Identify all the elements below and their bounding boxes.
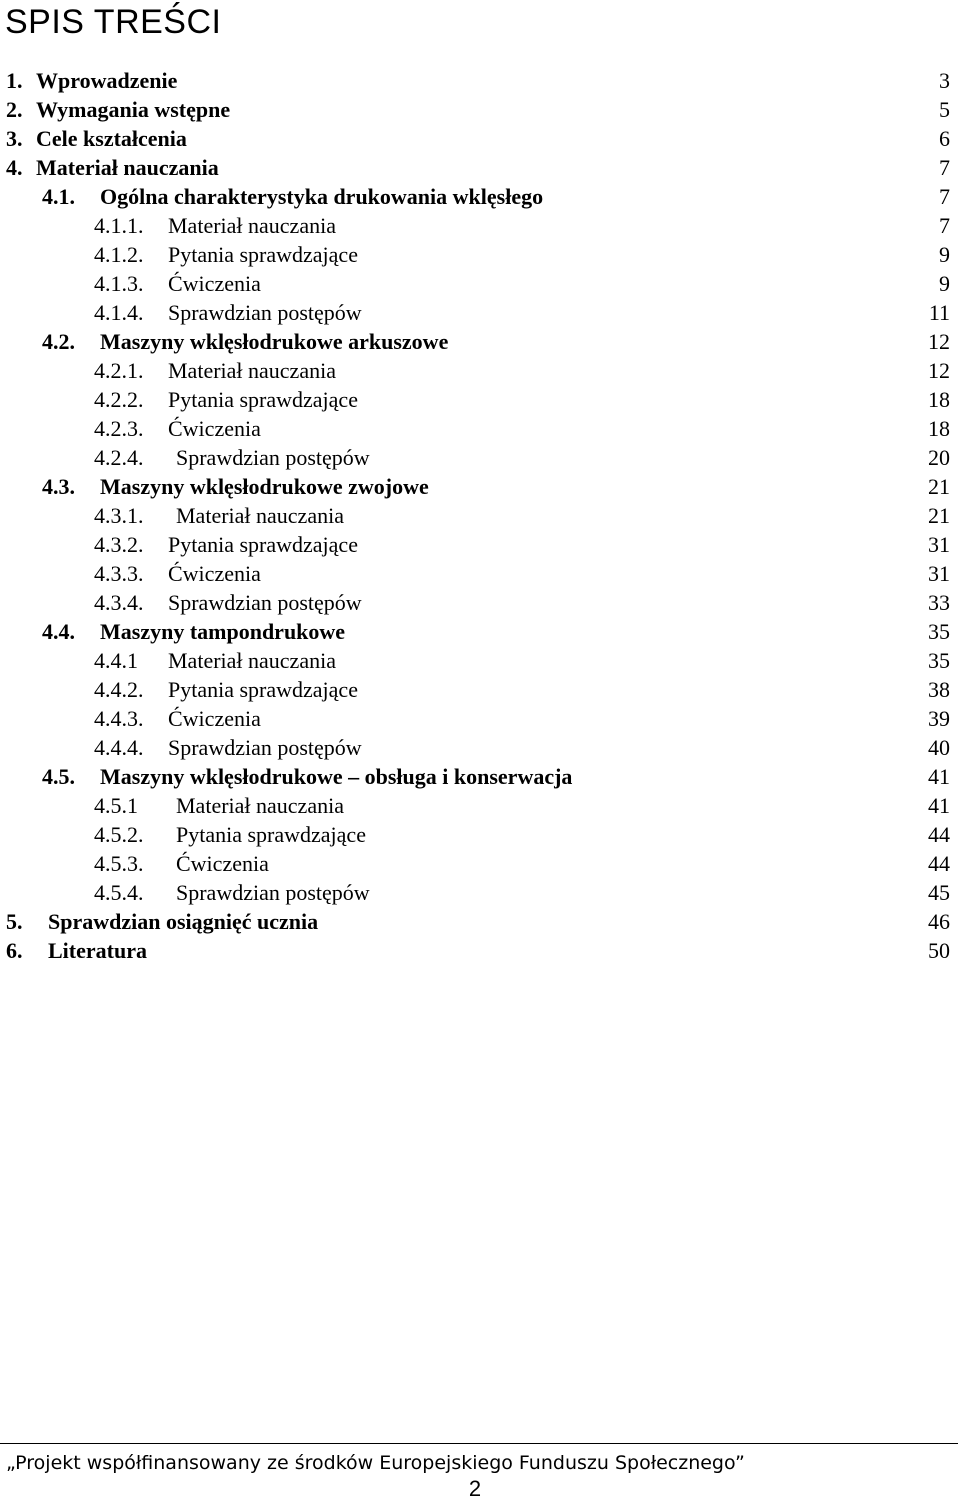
toc-entry-number: 4.4.3.	[94, 706, 144, 731]
toc-entry-title: Sprawdzian osiągnięć ucznia	[48, 909, 319, 934]
toc-entry-page: 9	[939, 271, 950, 296]
toc-entry-title: Pytania sprawdzające	[168, 387, 358, 412]
toc-entry-number: 4.4.2.	[94, 677, 144, 702]
toc-entry-page: 7	[939, 155, 950, 180]
toc-entry[interactable]	[0, 95, 960, 124]
toc-entry-number: 1.	[6, 68, 23, 93]
toc-entry-page: 44	[928, 822, 950, 847]
toc-entry-page: 12	[928, 329, 950, 354]
toc-entry-page: 20	[928, 445, 950, 470]
toc-entry-number: 2.	[6, 97, 23, 122]
toc-entry-title: Pytania sprawdzające	[168, 242, 358, 267]
toc-entry-title: Pytania sprawdzające	[168, 677, 358, 702]
toc-entry-page: 18	[928, 387, 950, 412]
toc-entry-title: Wprowadzenie	[36, 68, 178, 93]
toc-entry-page: 38	[928, 677, 950, 702]
toc-entry-number: 5.	[6, 909, 23, 934]
toc-entry[interactable]	[0, 443, 960, 472]
toc-entry[interactable]	[0, 327, 960, 356]
toc-entry[interactable]	[0, 124, 960, 153]
toc-entry-number: 4.1.2.	[94, 242, 144, 267]
toc-entry-title: Sprawdzian postępów	[168, 590, 362, 615]
toc-entry-number: 4.5.2.	[94, 822, 144, 847]
toc-entry-title: Ćwiczenia	[168, 271, 261, 296]
toc-entry-number: 4.4.4.	[94, 735, 144, 760]
toc-entry-number: 4.3.4.	[94, 590, 144, 615]
toc-entry-title: Sprawdzian postępów	[168, 735, 362, 760]
toc-entry[interactable]	[0, 588, 960, 617]
toc-entry[interactable]	[0, 501, 960, 530]
toc-entry-number: 4.2.4.	[94, 445, 144, 470]
toc-entry-page: 33	[928, 590, 950, 615]
toc-entry-page: 31	[928, 532, 950, 557]
toc-entry-title: Materiał nauczania	[168, 213, 336, 238]
toc-entry[interactable]	[0, 849, 960, 878]
footer-funding-note: „Projekt współfinansowany ze środków Europejskiego Funduszu Społecznego”	[6, 1452, 745, 1474]
toc-entry-title: Sprawdzian postępów	[176, 880, 370, 905]
toc-entry[interactable]	[0, 675, 960, 704]
toc-entry-number: 4.1.	[42, 184, 75, 209]
toc-entry-title: Maszyny tampondrukowe	[100, 619, 346, 644]
toc-entry-page: 7	[939, 213, 950, 238]
toc-entry-title: Maszyny wklęsłodrukowe zwojowe	[100, 474, 429, 499]
toc-entry-page: 18	[928, 416, 950, 441]
toc-entry-page: 21	[928, 474, 950, 499]
toc-entry[interactable]	[0, 385, 960, 414]
toc-entry-title: Ćwiczenia	[168, 416, 261, 441]
toc-entry-title: Literatura	[48, 938, 147, 963]
toc-entry-number: 4.5.3.	[94, 851, 144, 876]
toc-entry-page: 39	[928, 706, 950, 731]
toc-entry-title: Wymagania wstępne	[36, 97, 231, 122]
toc-entry[interactable]	[0, 559, 960, 588]
toc-entry-page: 46	[928, 909, 950, 934]
toc-entry-title: Sprawdzian postępów	[176, 445, 370, 470]
toc-entry[interactable]	[0, 762, 960, 791]
toc-entry[interactable]	[0, 791, 960, 820]
toc-entry-title: Maszyny wklęsłodrukowe – obsługa i konserwacja	[100, 764, 573, 789]
toc-entry-page: 5	[939, 97, 950, 122]
toc-entry[interactable]	[0, 820, 960, 849]
toc-entry-title: Materiał nauczania	[36, 155, 219, 180]
toc-entry-number: 4.4.	[42, 619, 75, 644]
toc-entry-page: 50	[928, 938, 950, 963]
table-of-contents	[0, 66, 960, 965]
toc-entry-number: 4.5.4.	[94, 880, 144, 905]
toc-entry[interactable]	[0, 182, 960, 211]
toc-entry-title: Pytania sprawdzające	[176, 822, 366, 847]
toc-entry-page: 9	[939, 242, 950, 267]
toc-entry-title: Pytania sprawdzające	[168, 532, 358, 557]
toc-entry-number: 4.3.1.	[94, 503, 144, 528]
toc-entry-number: 4.1.1.	[94, 213, 144, 238]
toc-entry-number: 4.2.3.	[94, 416, 144, 441]
toc-entry[interactable]	[0, 153, 960, 182]
toc-entry-page: 21	[928, 503, 950, 528]
toc-entry[interactable]	[0, 211, 960, 240]
toc-entry-title: Materiał nauczania	[176, 793, 344, 818]
toc-entry-page: 3	[939, 68, 950, 93]
toc-entry[interactable]	[0, 617, 960, 646]
toc-entry-number: 4.5.	[42, 764, 75, 789]
toc-entry-page: 35	[928, 619, 950, 644]
toc-entry-number: 4.5.1	[94, 793, 138, 818]
page-title: SPIS TREŚCI	[5, 3, 222, 41]
toc-entry-title: Ćwiczenia	[176, 851, 269, 876]
toc-entry-page: 45	[928, 880, 950, 905]
toc-entry-number: 4.3.3.	[94, 561, 144, 586]
toc-entry-title: Ćwiczenia	[168, 561, 261, 586]
toc-entry-number: 4.3.	[42, 474, 75, 499]
toc-entry[interactable]	[0, 878, 960, 907]
toc-entry-title: Ćwiczenia	[168, 706, 261, 731]
toc-entry-page: 11	[928, 300, 950, 325]
toc-entry-number: 6.	[6, 938, 23, 963]
toc-entry[interactable]	[0, 269, 960, 298]
toc-entry-page: 40	[928, 735, 950, 760]
toc-entry[interactable]	[0, 530, 960, 559]
footer-divider	[0, 1443, 958, 1444]
toc-entry-page: 44	[928, 851, 950, 876]
toc-entry-number: 4.2.2.	[94, 387, 144, 412]
toc-entry[interactable]	[0, 298, 960, 327]
toc-entry-title: Sprawdzian postępów	[168, 300, 362, 325]
toc-entry-page: 12	[928, 358, 950, 383]
toc-entry-page: 35	[928, 648, 950, 673]
toc-entry-title: Materiał nauczania	[168, 648, 336, 673]
toc-entry-number: 4.2.	[42, 329, 75, 354]
toc-entry[interactable]	[0, 704, 960, 733]
toc-entry[interactable]	[0, 414, 960, 443]
toc-entry-number: 4.	[6, 155, 23, 180]
toc-entry[interactable]	[0, 66, 960, 95]
toc-entry[interactable]	[0, 733, 960, 762]
toc-entry-title: Materiał nauczania	[168, 358, 336, 383]
toc-entry-number: 4.3.2.	[94, 532, 144, 557]
toc-entry-title: Ogólna charakterystyka drukowania wklęsłego	[100, 184, 544, 209]
toc-entry-title: Maszyny wklęsłodrukowe arkuszowe	[100, 329, 449, 354]
toc-entry-number: 4.4.1	[94, 648, 138, 673]
toc-entry-page: 31	[928, 561, 950, 586]
toc-entry-page: 41	[928, 793, 950, 818]
toc-entry[interactable]	[0, 907, 960, 936]
toc-entry-page: 6	[939, 126, 950, 151]
toc-entry-number: 4.1.3.	[94, 271, 144, 296]
toc-entry-page: 7	[939, 184, 950, 209]
toc-entry[interactable]	[0, 356, 960, 385]
toc-entry[interactable]	[0, 240, 960, 269]
toc-entry-title: Materiał nauczania	[176, 503, 344, 528]
toc-entry[interactable]	[0, 472, 960, 501]
toc-entry-page: 41	[928, 764, 950, 789]
toc-entry-number: 4.1.4.	[94, 300, 144, 325]
toc-entry[interactable]	[0, 936, 960, 965]
toc-entry-title: Cele kształcenia	[36, 126, 187, 151]
toc-entry-number: 3.	[6, 126, 23, 151]
page-number: 2	[468, 1476, 482, 1501]
toc-entry[interactable]	[0, 646, 960, 675]
toc-entry-number: 4.2.1.	[94, 358, 144, 383]
